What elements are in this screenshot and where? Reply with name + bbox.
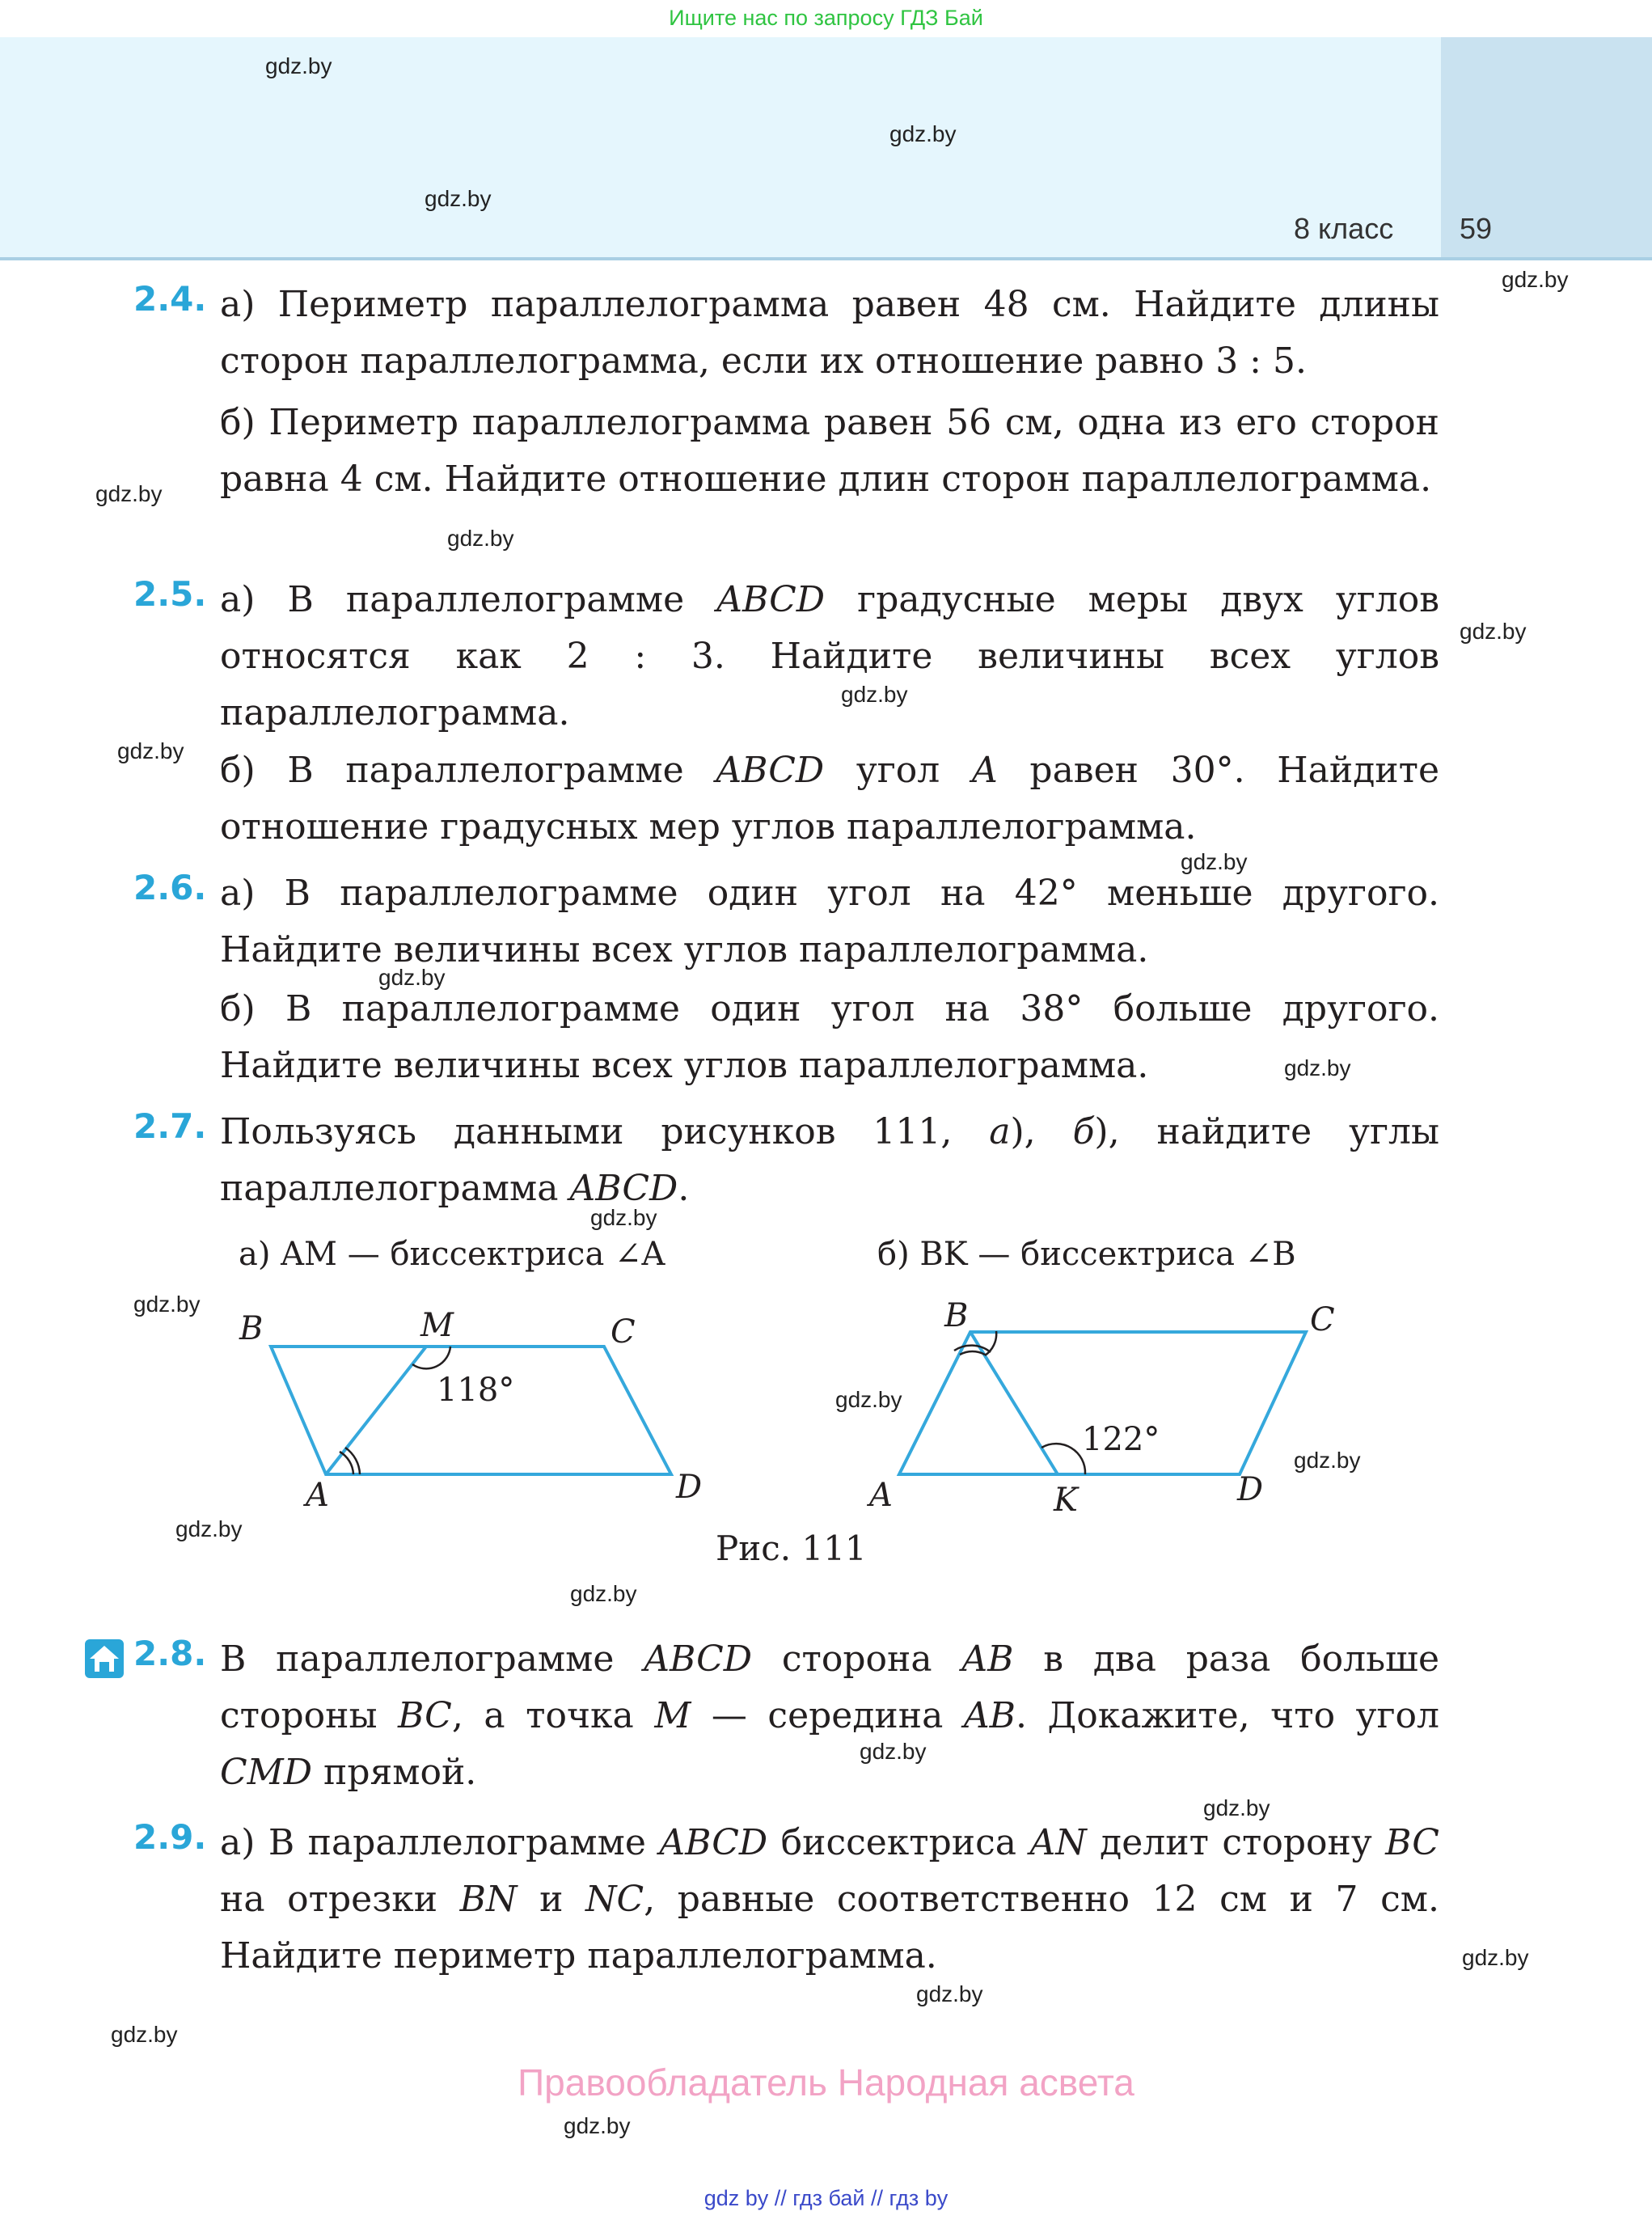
watermark: gdz.by <box>835 1387 902 1412</box>
bisector-am <box>326 1347 426 1474</box>
figure-a-label: а) AM — биссектриса ∠A <box>239 1236 665 1273</box>
watermark: gdz.by <box>1502 267 1569 292</box>
footer-links[interactable]: gdz by // гдз бай // гдз by <box>703 2186 949 2210</box>
page-number: 59 <box>1460 212 1493 245</box>
watermark: gdz.by <box>265 53 332 78</box>
point-label: D <box>1237 1471 1264 1508</box>
watermark: gdz.by <box>1462 1945 1529 1970</box>
problem-2-5-a: а) В параллелограмме ABCD градусные меры двух углов относятся как 2 : 3. Найдите величины всех углов параллелограмма. <box>220 579 1439 734</box>
watermark: gdz.by <box>564 2113 631 2138</box>
problem-2-6-a: а) В параллелограмме один угол на 42° меньше другого. Найдите величины всех углов параллелограмма. <box>220 873 1439 970</box>
watermark: gdz.by <box>133 1292 201 1317</box>
watermark: gdz.by <box>590 1205 657 1230</box>
point-label: C <box>611 1313 636 1351</box>
watermark: gdz.by <box>1203 1795 1270 1820</box>
point-label: D <box>676 1469 703 1506</box>
watermark: gdz.by <box>111 2022 178 2047</box>
watermark: gdz.by <box>447 526 514 551</box>
rights-holder: Правообладатель Народная асвета <box>518 2061 1134 2103</box>
angle-value: 118° <box>437 1372 515 1409</box>
watermark: gdz.by <box>1294 1448 1361 1473</box>
watermark: gdz.by <box>425 186 492 211</box>
problem-2-5-b: б) В параллелограмме ABCD угол A равен 30°. Найдите отношение градусных мер углов параллелограмма. <box>220 750 1439 848</box>
watermark: gdz.by <box>175 1516 243 1541</box>
problem-2-8: В параллелограмме ABCD сторона AB в два раза больше стороны BC, а точка M — середина AB. Докажите, что угол CMD прямой. <box>220 1638 1439 1793</box>
point-label: A <box>306 1477 329 1514</box>
watermark: gdz.by <box>1181 849 1248 874</box>
problem-number: 2.9. <box>133 1817 207 1857</box>
figure-a <box>271 1347 671 1474</box>
watermark: gdz.by <box>916 1981 983 2006</box>
problem-2-7: Пользуясь данными рисунков 111, а), б), найдите углы параллелограмма ABCD. <box>220 1111 1439 1209</box>
point-label: M <box>420 1307 454 1344</box>
problem-2-9-a: а) В параллелограмме ABCD биссектриса AN делит сторону BC на отрезки BN и NC, равные соответственно 12 см и 7 см. Найдите периметр параллелограмма. <box>220 1822 1439 1977</box>
problem-2-4-a: а) Периметр параллелограмма равен 48 см. Найдите длины сторон параллелограмма, если их отношение равно 3 : 5. <box>220 284 1439 382</box>
problem-number: 2.7. <box>133 1106 207 1146</box>
point-label: A <box>869 1477 893 1514</box>
angle-value: 122° <box>1082 1421 1160 1458</box>
figure-caption: Рис. 111 <box>716 1528 867 1568</box>
point-label: C <box>1310 1301 1335 1338</box>
watermark: gdz.by <box>860 1739 927 1764</box>
problem-2-6-b: б) В параллелограмме один угол на 38° больше другого. Найдите величины всех углов параллелограмма. <box>220 988 1439 1086</box>
problem-number: 2.4. <box>133 279 207 319</box>
problem-number: 2.5. <box>133 574 207 614</box>
watermark: gdz.by <box>1284 1055 1351 1080</box>
watermark: gdz.by <box>570 1581 637 1606</box>
house-icon <box>83 1638 125 1680</box>
problem-number: 2.6. <box>133 868 207 907</box>
watermark: gdz.by <box>117 738 184 763</box>
figure-b-label: б) BK — биссектриса ∠B <box>877 1236 1296 1273</box>
watermark: gdz.by <box>95 481 163 506</box>
watermark: gdz.by <box>841 682 908 707</box>
point-label: B <box>239 1310 264 1347</box>
watermark: gdz.by <box>889 121 957 146</box>
point-label: B <box>944 1297 969 1334</box>
watermark: gdz.by <box>1460 619 1527 644</box>
angle-arc-b <box>960 1351 985 1355</box>
problem-2-4-b: б) Периметр параллелограмма равен 56 см, одна из его сторон равна 4 см. Найдите отношение длин сторон параллелограмма. <box>220 402 1439 500</box>
problem-number: 2.8. <box>133 1634 207 1673</box>
top-banner: Ищите нас по запросу ГДЗ Бай <box>669 6 983 30</box>
class-label: 8 класс <box>1294 212 1394 245</box>
parallelogram-abcd-a <box>271 1347 671 1474</box>
point-label: K <box>1054 1482 1078 1519</box>
watermark: gdz.by <box>378 965 446 990</box>
